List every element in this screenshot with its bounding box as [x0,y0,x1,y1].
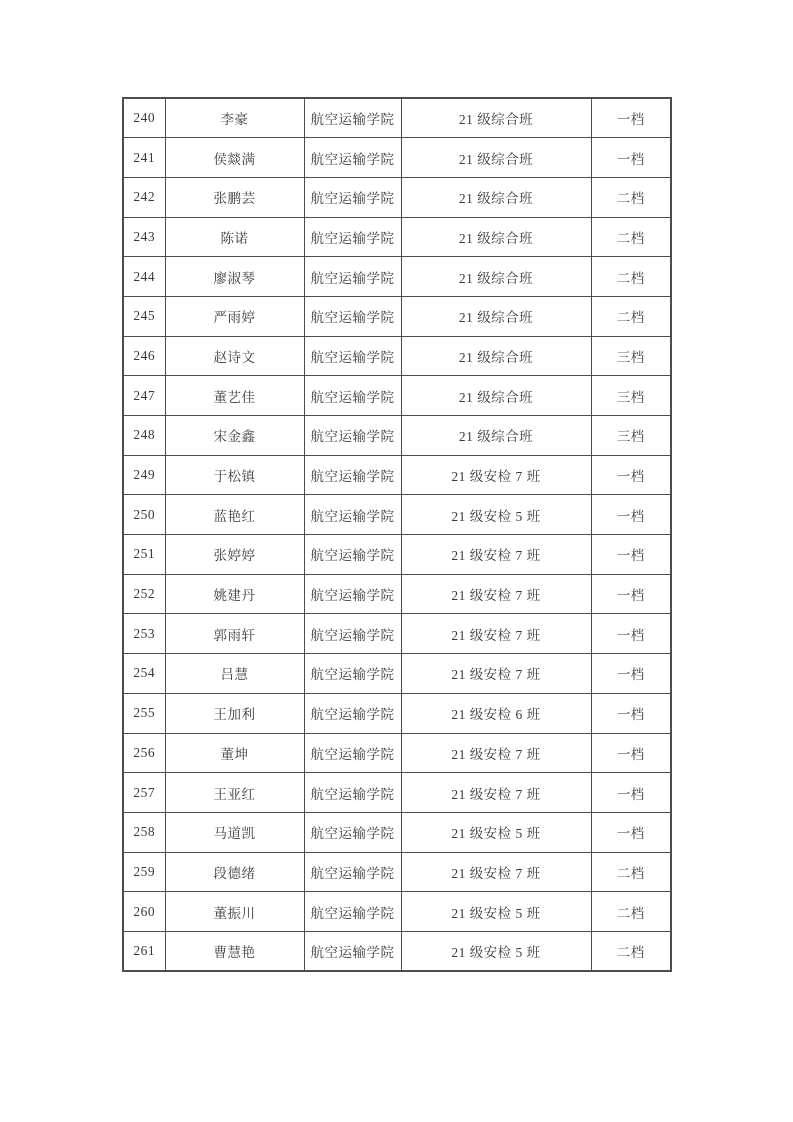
table-row [123,416,671,456]
cell-student-name: 马道凯 [165,812,304,852]
table-row [123,336,671,376]
cell-row-number: 251 [123,535,165,575]
cell-college: 航空运输学院 [304,614,401,654]
student-roster-table-container [122,97,672,972]
cell-student-name: 于松镇 [165,455,304,495]
cell-student-name: 王加利 [165,693,304,733]
cell-tier: 三档 [591,376,671,416]
cell-college: 航空运输学院 [304,852,401,892]
cell-tier: 一档 [591,773,671,813]
table-row [123,98,671,138]
cell-class: 21 级安检 7 班 [401,574,591,614]
cell-college: 航空运输学院 [304,257,401,297]
cell-college: 航空运输学院 [304,296,401,336]
cell-class: 21 级综合班 [401,177,591,217]
cell-college: 航空运输学院 [304,812,401,852]
cell-row-number: 258 [123,812,165,852]
table-row [123,535,671,575]
table-row [123,931,671,971]
cell-student-name: 董振川 [165,892,304,932]
cell-class: 21 级综合班 [401,257,591,297]
table-row [123,574,671,614]
cell-class: 21 级安检 7 班 [401,535,591,575]
cell-class: 21 级综合班 [401,336,591,376]
cell-college: 航空运输学院 [304,455,401,495]
cell-tier: 一档 [591,495,671,535]
cell-class: 21 级综合班 [401,376,591,416]
cell-college: 航空运输学院 [304,217,401,257]
cell-tier: 二档 [591,852,671,892]
table-row [123,654,671,694]
cell-tier: 三档 [591,416,671,456]
cell-student-name: 王亚红 [165,773,304,813]
cell-row-number: 260 [123,892,165,932]
cell-row-number: 252 [123,574,165,614]
cell-student-name: 董艺佳 [165,376,304,416]
cell-tier: 二档 [591,892,671,932]
table-row [123,614,671,654]
table-row [123,217,671,257]
cell-row-number: 245 [123,296,165,336]
table-row [123,376,671,416]
cell-student-name: 张鹏芸 [165,177,304,217]
cell-row-number: 250 [123,495,165,535]
cell-row-number: 248 [123,416,165,456]
cell-class: 21 级安检 7 班 [401,733,591,773]
cell-college: 航空运输学院 [304,336,401,376]
cell-tier: 一档 [591,812,671,852]
cell-student-name: 赵诗文 [165,336,304,376]
cell-class: 21 级安检 5 班 [401,495,591,535]
cell-row-number: 246 [123,336,165,376]
table-row [123,812,671,852]
cell-student-name: 吕慧 [165,654,304,694]
cell-row-number: 243 [123,217,165,257]
cell-student-name: 郭雨轩 [165,614,304,654]
cell-college: 航空运输学院 [304,376,401,416]
cell-row-number: 256 [123,733,165,773]
table-row [123,257,671,297]
cell-student-name: 廖淑琴 [165,257,304,297]
cell-student-name: 严雨婷 [165,296,304,336]
cell-tier: 一档 [591,733,671,773]
cell-college: 航空运输学院 [304,495,401,535]
cell-class: 21 级安检 7 班 [401,455,591,495]
cell-tier: 一档 [591,693,671,733]
cell-college: 航空运输学院 [304,574,401,614]
cell-college: 航空运输学院 [304,98,401,138]
cell-row-number: 257 [123,773,165,813]
cell-class: 21 级综合班 [401,296,591,336]
cell-tier: 一档 [591,455,671,495]
cell-tier: 一档 [591,574,671,614]
cell-college: 航空运输学院 [304,892,401,932]
cell-class: 21 级安检 7 班 [401,614,591,654]
cell-row-number: 249 [123,455,165,495]
cell-class: 21 级安检 7 班 [401,773,591,813]
cell-class: 21 级综合班 [401,138,591,178]
cell-row-number: 244 [123,257,165,297]
cell-student-name: 曹慧艳 [165,931,304,971]
cell-tier: 二档 [591,177,671,217]
cell-tier: 一档 [591,138,671,178]
cell-tier: 二档 [591,296,671,336]
cell-student-name: 段德绪 [165,852,304,892]
cell-tier: 三档 [591,336,671,376]
cell-class: 21 级安检 5 班 [401,931,591,971]
cell-tier: 一档 [591,98,671,138]
cell-class: 21 级综合班 [401,416,591,456]
cell-tier: 一档 [591,614,671,654]
cell-student-name: 李豪 [165,98,304,138]
cell-row-number: 254 [123,654,165,694]
cell-tier: 二档 [591,257,671,297]
table-row [123,296,671,336]
cell-tier: 二档 [591,217,671,257]
cell-college: 航空运输学院 [304,773,401,813]
table-row [123,455,671,495]
cell-college: 航空运输学院 [304,733,401,773]
cell-college: 航空运输学院 [304,654,401,694]
cell-row-number: 240 [123,98,165,138]
cell-class: 21 级安检 6 班 [401,693,591,733]
cell-row-number: 253 [123,614,165,654]
table-row [123,852,671,892]
cell-student-name: 姚建丹 [165,574,304,614]
cell-class: 21 级综合班 [401,217,591,257]
cell-college: 航空运输学院 [304,931,401,971]
cell-student-name: 宋金鑫 [165,416,304,456]
table-row [123,733,671,773]
cell-student-name: 蓝艳红 [165,495,304,535]
cell-row-number: 255 [123,693,165,733]
student-roster-table [122,97,672,972]
cell-row-number: 261 [123,931,165,971]
cell-college: 航空运输学院 [304,138,401,178]
cell-class: 21 级安检 5 班 [401,892,591,932]
table-row [123,138,671,178]
cell-class: 21 级综合班 [401,98,591,138]
table-row [123,892,671,932]
table-row [123,495,671,535]
cell-class: 21 级安检 7 班 [401,852,591,892]
cell-class: 21 级安检 7 班 [401,654,591,694]
table-row [123,177,671,217]
cell-college: 航空运输学院 [304,416,401,456]
cell-college: 航空运输学院 [304,535,401,575]
table-row [123,693,671,733]
cell-college: 航空运输学院 [304,177,401,217]
table-row [123,773,671,813]
cell-college: 航空运输学院 [304,693,401,733]
cell-tier: 一档 [591,654,671,694]
cell-class: 21 级安检 5 班 [401,812,591,852]
cell-student-name: 董坤 [165,733,304,773]
cell-row-number: 259 [123,852,165,892]
cell-student-name: 张婷婷 [165,535,304,575]
cell-tier: 二档 [591,931,671,971]
cell-row-number: 241 [123,138,165,178]
cell-row-number: 242 [123,177,165,217]
cell-row-number: 247 [123,376,165,416]
cell-tier: 一档 [591,535,671,575]
cell-student-name: 陈诺 [165,217,304,257]
cell-student-name: 侯燚满 [165,138,304,178]
